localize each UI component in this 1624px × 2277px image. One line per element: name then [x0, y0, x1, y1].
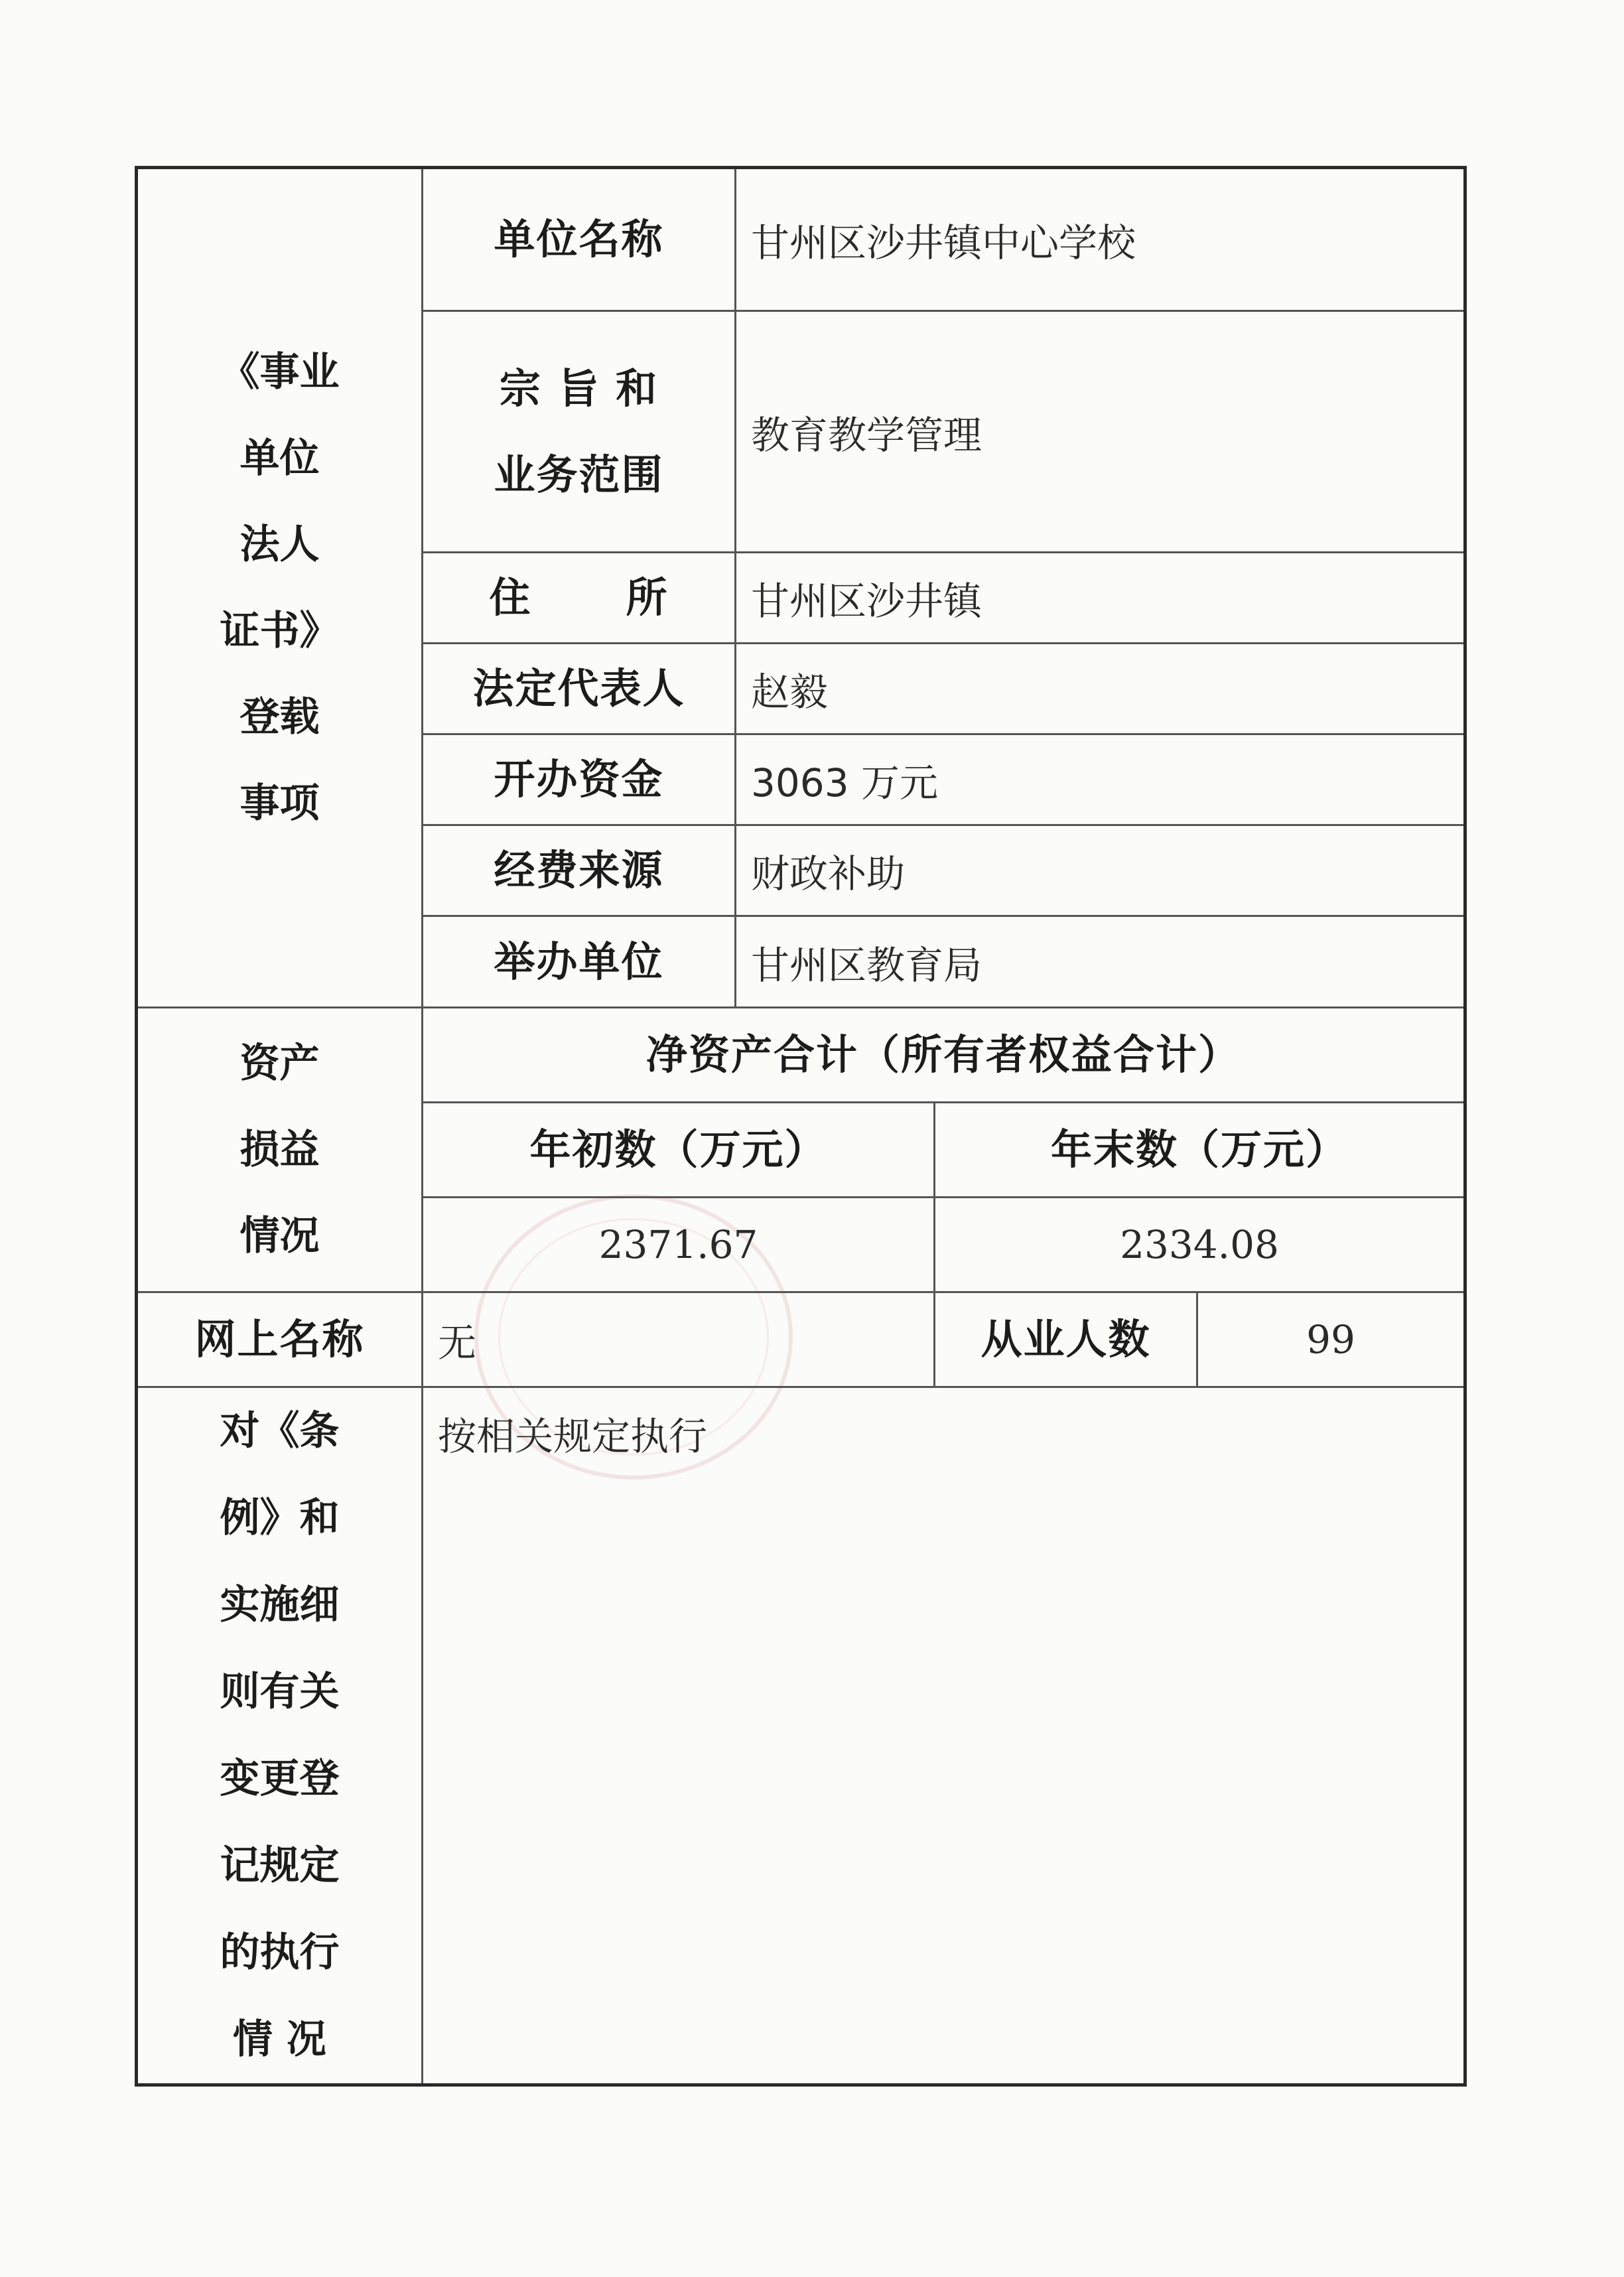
- online-name-label: 网上名称: [137, 1292, 423, 1387]
- row-compliance: [137, 1387, 1465, 2085]
- row-net-assets-header: [137, 1008, 1465, 1103]
- begin-of-year-value: 2371.67: [423, 1198, 935, 1292]
- row-online-name: [137, 1292, 1465, 1387]
- online-name-value: 无: [423, 1292, 935, 1387]
- sponsor-label: 举办单位: [423, 916, 736, 1008]
- unit-name-value: 甘州区沙井镇中心学校: [736, 168, 1465, 311]
- annual-report-form: [135, 166, 1467, 2087]
- section-label-assets: 资产 损益 情况: [137, 1008, 423, 1292]
- capital-value: 3063 万元: [736, 734, 1465, 825]
- section-label-registration: 《事业 单位 法人 证书》 登载 事项: [137, 168, 423, 1008]
- end-of-year-value: 2334.08: [935, 1198, 1465, 1292]
- end-of-year-header: 年末数（万元）: [935, 1103, 1465, 1198]
- compliance-value: 按相关规定执行: [423, 1387, 1465, 2085]
- capital-label: 开办资金: [423, 734, 736, 825]
- section-label-compliance: 对《条 例》和 实施细 则有关 变更登 记规定 的执行 情 况: [137, 1387, 423, 2085]
- funding-value: 财政补助: [736, 825, 1465, 916]
- purpose-value: 教育教学管理: [736, 311, 1465, 553]
- purpose-label: 宗 旨 和 业务范围: [423, 311, 736, 553]
- staff-count-value: 99: [1197, 1292, 1465, 1387]
- begin-of-year-header: 年初数（万元）: [423, 1103, 935, 1198]
- sponsor-value: 甘州区教育局: [736, 916, 1465, 1008]
- staff-count-label: 从业人数: [935, 1292, 1197, 1387]
- address-label: 住 所: [423, 553, 736, 644]
- unit-name-label: 单位名称: [423, 168, 736, 311]
- address-value: 甘州区沙井镇: [736, 553, 1465, 644]
- funding-label: 经费来源: [423, 825, 736, 916]
- row-unit-name: [137, 168, 1465, 311]
- legal-rep-label: 法定代表人: [423, 644, 736, 734]
- legal-rep-value: 赵毅: [736, 644, 1465, 734]
- net-assets-header: 净资产合计（所有者权益合计）: [423, 1008, 1465, 1103]
